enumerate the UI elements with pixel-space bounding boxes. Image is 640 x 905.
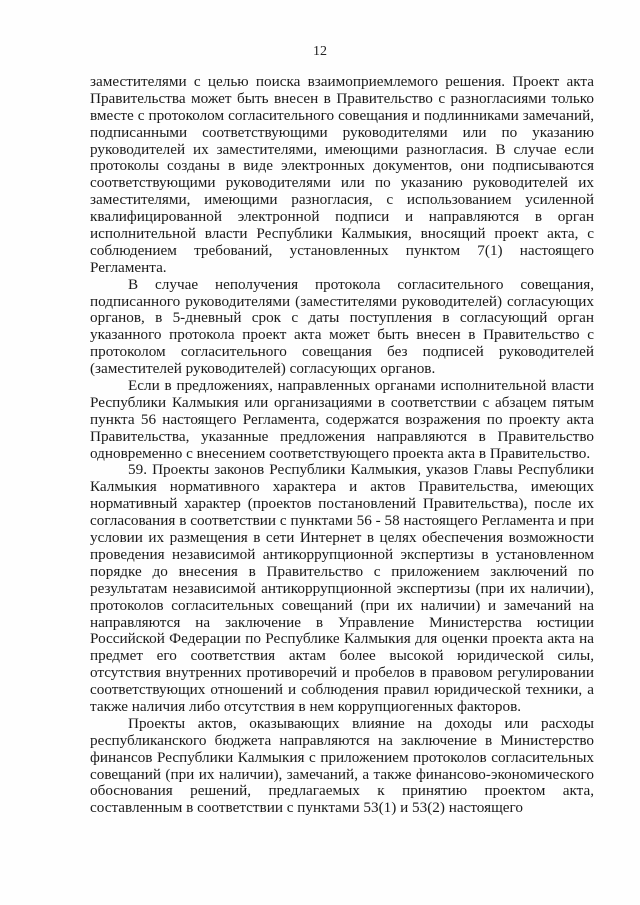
text-line: Калмыкия нормативного характера и актов Правительства, имеющих bbox=[90, 478, 594, 496]
paragraph bbox=[90, 378, 594, 462]
text-line: проведения независимой антикоррупционной экспертизы в установленном bbox=[90, 545, 594, 563]
text-line: направляются на заключение в Управление Министерства юстиции bbox=[90, 613, 594, 631]
text-line: Республики Калмыкия или организациями в соответствии с абзацем пятым bbox=[90, 393, 594, 411]
text-line: Российской Федерации по Республике Калмыкия для оценки проекта акта на bbox=[90, 630, 594, 648]
text-line: финансов Республики Калмыкия с приложением протоколов согласительных bbox=[90, 748, 594, 766]
text-line: составленным в соответствии с пунктами 53(1) и 53(2) настоящего bbox=[90, 799, 523, 817]
text-line: исполнительной власти Республики Калмыкия, вносящий проект акта, с bbox=[90, 225, 594, 243]
text-line: Регламента. bbox=[90, 258, 167, 276]
text-line: результатам независимой антикоррупционной экспертизы (при их наличии), bbox=[90, 579, 594, 597]
text-line: Правительства, указанные предложения направляются в Правительство bbox=[90, 427, 594, 445]
text-line: Правительства может быть внесен в Правительство с разногласиями только bbox=[90, 89, 594, 107]
text-line: подписанного руководителями (заместителями руководителей) согласующих bbox=[90, 292, 594, 310]
text-line: соблюдением требований, установленных пунктом 7(1) настоящего bbox=[90, 241, 594, 259]
text-line: протоколом согласительного совещания без подписей руководителей bbox=[90, 343, 594, 361]
text-line: Если в предложениях, направленных органами исполнительной власти bbox=[128, 377, 594, 395]
text-line: заместителями с целью поиска взаимоприемлемого решения. Проект акта bbox=[90, 73, 594, 90]
text-line: заместителями, имеющими разногласия, с использованием усиленной bbox=[90, 191, 594, 209]
text-line: указанного протокола проект акта может быть внесен в Правительство с bbox=[90, 326, 594, 344]
paragraph bbox=[90, 716, 594, 817]
text-line: порядке до внесения в Правительство с приложением заключений по bbox=[90, 562, 594, 580]
text-line: протоколов согласительных совещаний (при их наличии) и замечаний на bbox=[90, 596, 594, 614]
text-line: Проекты актов, оказывающих влияние на доходы или расходы bbox=[128, 714, 594, 732]
text-line: республиканского бюджета направляются на заключение в Министерство bbox=[90, 731, 594, 749]
text-line: одновременно с внесением соответствующего проекта акта в Правительство. bbox=[90, 444, 591, 462]
text-line: также наличия либо отсутствия в нем коррупциогенных факторов. bbox=[90, 697, 522, 715]
page-number: 12 bbox=[313, 44, 327, 59]
paragraph bbox=[90, 462, 594, 715]
text-line: 59. Проекты законов Республики Калмыкия, указов Главы Республики bbox=[128, 461, 594, 479]
text-line: пункта 56 настоящего Регламента, содержатся возражения по проекту акта bbox=[90, 410, 594, 428]
document-body bbox=[90, 74, 594, 817]
text-line: нормативный характер (проектов постановлений Правительства), после их bbox=[90, 495, 594, 513]
text-line: (заместителей руководителей) согласующих органов. bbox=[90, 360, 436, 378]
paragraph bbox=[90, 74, 594, 277]
text-line: предмет его соответствия актам более высокой юридической силы, bbox=[90, 647, 594, 665]
text-line: соответствующих отношений и соблюдения правил юридической техники, а bbox=[90, 681, 594, 699]
text-line: условии их размещения в сети Интернет в целях обеспечения возможности bbox=[90, 529, 594, 547]
text-line: подписанными соответствующими руководителями или по указанию bbox=[90, 123, 594, 141]
text-line: квалифицированной электронной подписи и направляются в орган bbox=[90, 208, 594, 226]
paragraph bbox=[90, 277, 594, 378]
text-line: протоколы созданы в виде электронных документов, они подписываются bbox=[90, 157, 594, 175]
text-line: В случае неполучения протокола согласительного совещания, bbox=[128, 275, 594, 293]
text-line: обоснования решений, предлагаемых к принятию проектом акта, bbox=[90, 782, 594, 800]
text-line: органов, в 5-дневный срок с даты поступления в согласующий орган bbox=[90, 309, 594, 327]
text-line: согласования в соответствии с пунктами 56 - 58 настоящего Регламента и при bbox=[90, 512, 594, 530]
text-line: руководителей их заместителями, имеющими разногласия. В случае если bbox=[90, 140, 594, 158]
text-line: вместе с протоколом согласительного совещания и подлинниками замечаний, bbox=[90, 106, 594, 124]
text-line: отсутствия внутренних противоречий и пробелов в правовом регулировании bbox=[90, 664, 594, 682]
text-line: совещаний (при их наличии), замечаний, а также финансово-экономического bbox=[90, 765, 594, 783]
text-line: соответствующими руководителями или по указанию руководителей их bbox=[90, 174, 594, 192]
